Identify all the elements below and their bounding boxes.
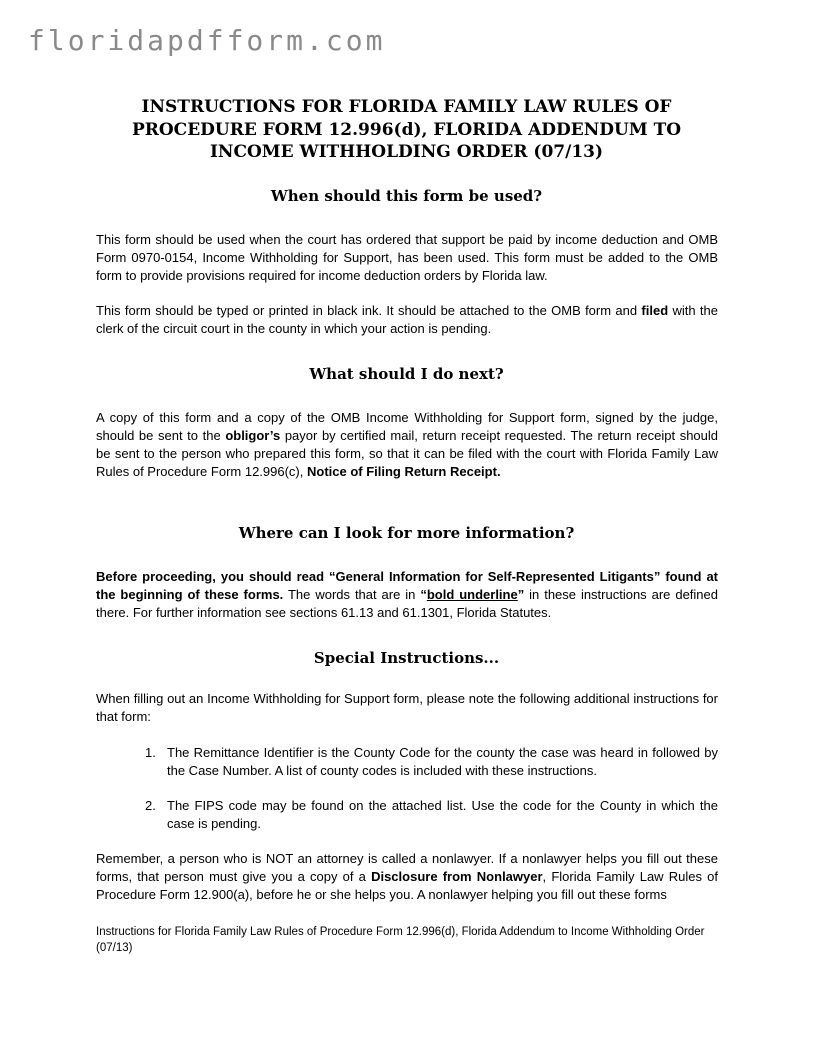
bold-text-filed: filed: [641, 303, 669, 318]
heading-special-instructions: Special Instructions...: [313, 649, 500, 667]
heading-what-next: What should I do next?: [309, 365, 504, 383]
bold-text-disclosure: Disclosure from Nonlawyer: [371, 869, 543, 884]
bold-text-before-proceeding: Before proceeding, you should read “General Information for Self-Represented Litigants” found at the beginning of these forms.: [96, 569, 718, 602]
paragraph-special-intro: When filling out an Income Withholding for Support form, please note the following additional instructions for that form:: [96, 691, 718, 724]
bold-text-notice-of-filing: Notice of Filing Return Receipt.: [306, 464, 501, 479]
watermark: floridapdfform.com: [28, 24, 386, 57]
heading-when-used: When should this form be used?: [270, 187, 543, 205]
quote-open: “: [420, 587, 427, 602]
title-line-3: INCOME WITHHOLDING ORDER (07/13): [209, 142, 604, 162]
text: Remember, a person who is NOT an attorney is called a nonlawyer. If a nonlawyer helps you fill out these forms, that person must give you a copy of a: [96, 851, 718, 884]
list-text: The FIPS code may be found on the attached list. Use the code for the County in which the case is pending.: [167, 798, 718, 831]
quote-close: ”: [517, 587, 525, 602]
text: , Florida Family Law Rules of Procedure Form 12.900(a), before he or she helps you. A nonlawyer helping you fill out these forms: [96, 869, 718, 902]
document-title: [0, 96, 813, 164]
text: in these instructions are defined there. For further information see sections 61.13 and 61.1301, Florida Statutes.: [96, 587, 718, 620]
text: A copy of this form and a copy of the OMB Income Withholding for Support form, signed by the judge, should be sent to the: [96, 410, 718, 443]
bold-underline-term: bold underline: [426, 587, 518, 602]
list-item: [145, 797, 718, 833]
paragraph-more-info: [96, 568, 718, 622]
list-number: 2.: [145, 798, 156, 813]
paragraph-when-used-2: [96, 302, 718, 338]
text: This form should be typed or printed in black ink. It should be attached to the OMB form and: [96, 303, 642, 318]
bold-text-obligors: obligor’s: [225, 428, 281, 443]
paragraph-remember: [96, 850, 718, 904]
text: payor by certified mail, return receipt requested. The return receipt should be sent to the person who prepared this form, so that it can be filed with the court with Florida Family Law Rules of Procedure Form 12.996(c),: [96, 428, 719, 479]
paragraph-what-next: [96, 409, 718, 481]
paragraph-when-used-1: This form should be used when the court has ordered that support be paid by income deduction and OMB Form 0970-0154, Income Withholding for Support, has been used. This form must be added to the OMB form to provide provisions required for income deduction orders by Florida law.: [96, 232, 718, 283]
title-line-1: INSTRUCTIONS FOR FLORIDA FAMILY LAW RULES OF: [141, 97, 672, 117]
list-item: [145, 744, 718, 780]
text: with the clerk of the circuit court in the county in which your action is pending.: [96, 303, 718, 336]
list-number: 1.: [145, 745, 156, 760]
title-line-2: PROCEDURE FORM 12.996(d), FLORIDA ADDENDUM TO: [131, 119, 682, 140]
text: The words that are in: [283, 587, 421, 602]
heading-more-info: Where can I look for more information?: [238, 524, 575, 542]
page-footer: Instructions for Florida Family Law Rules of Procedure Form 12.996(d), Florida Addendum to Income Withholding Order (07/13): [96, 926, 705, 954]
list-text: The Remittance Identifier is the County Code for the county the case was heard in followed by the Case Number. A list of county codes is included with these instructions.: [167, 745, 718, 778]
